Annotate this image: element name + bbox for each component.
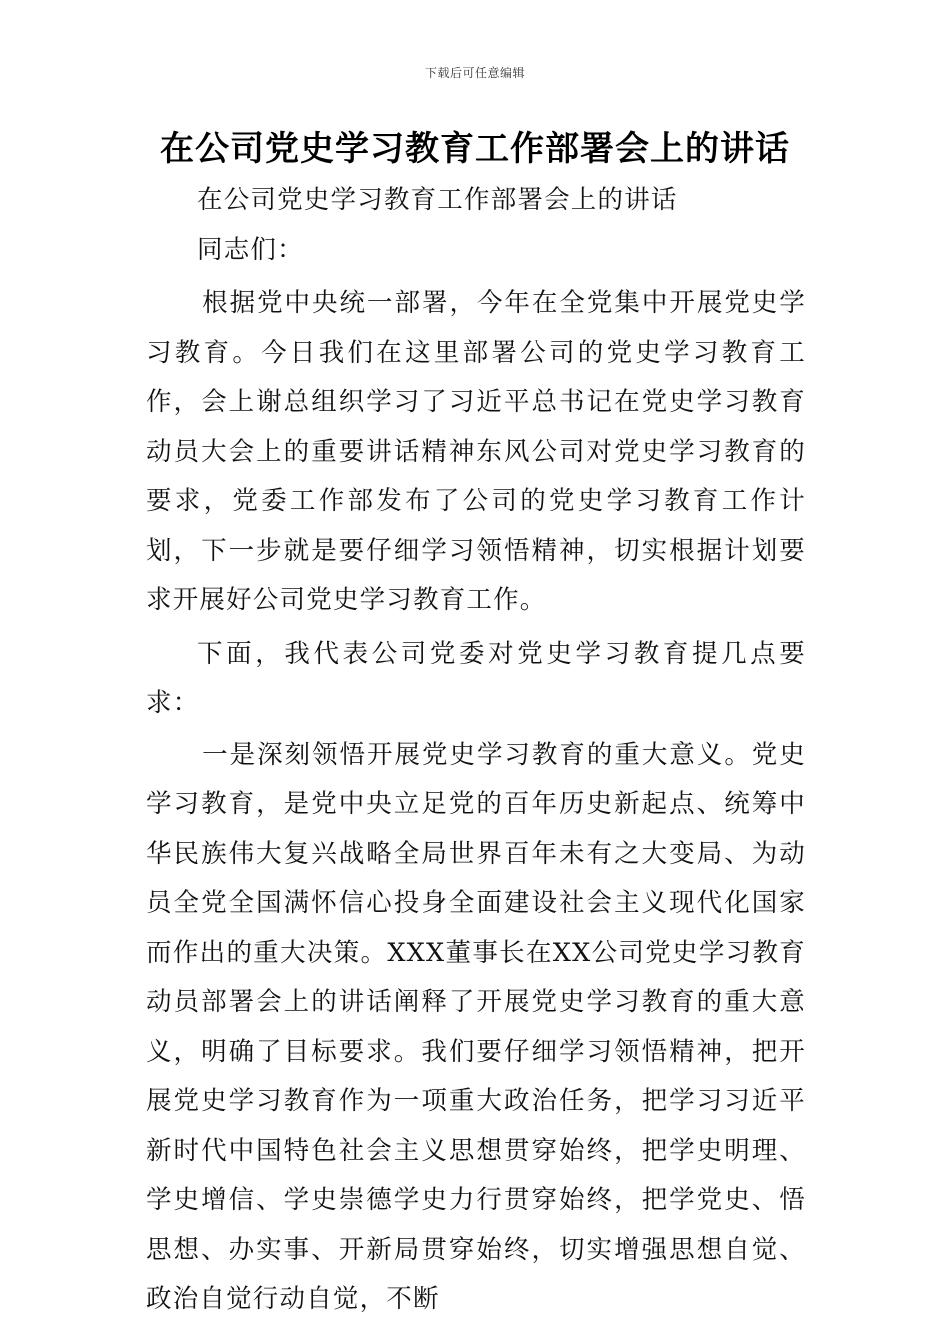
header-note: 下载后可任意编辑 [424, 66, 525, 80]
paragraph-requirements-lead: 下面，我代表公司党委对党史学习教育提几点要求： [146, 638, 806, 718]
paragraph-salutation: 同志们： [197, 234, 304, 265]
paragraph-subtitle: 在公司党史学习教育工作部署会上的讲话 [197, 185, 678, 215]
document-body [146, 176, 806, 1325]
paragraph-point-one: 一是深刻领悟开展党史学习教育的重大意义。党史学习教育，是党中央立足党的百年历史新起点、统筹中华民族伟大复兴战略全局世界百年未有之大变局、为动员全党全国满怀信心投身全面建设社会主义现代化国家而作出的重大决策。XXX董事长在XX公司党史学习教育动员部署会上的讲话阐释了开展党史学习教育的重大意义，明确了目标要求。我们要仔细学习领悟精神，把开展党史学习教育作为一项重大政治任务，把学习习近平新时代中国特色社会主义思想贯穿始终，把学史明理、学史增信、学史崇德学史力行贯穿始终，把学党史、悟思想、办实事、开新局贯穿始终，切实增强思想自觉、政治自觉行动自觉，不断 [146, 739, 806, 1314]
document-title: 在公司党史学习教育工作部署会上的讲话 [160, 129, 790, 169]
paragraph-intro: 根据党中央统一部署，今年在全党集中开展党史学习教育。今日我们在这里部署公司的党史学习教育工作，会上谢总组织学习了习近平总书记在党史学习教育动员大会上的重要讲话精神东风公司对党史学习教育的要求，党委工作部发布了公司的党史学习教育工作计划，下一步就是要仔细学习领悟精神，切实根据计划要求开展好公司党史学习教育工作。 [146, 288, 806, 615]
